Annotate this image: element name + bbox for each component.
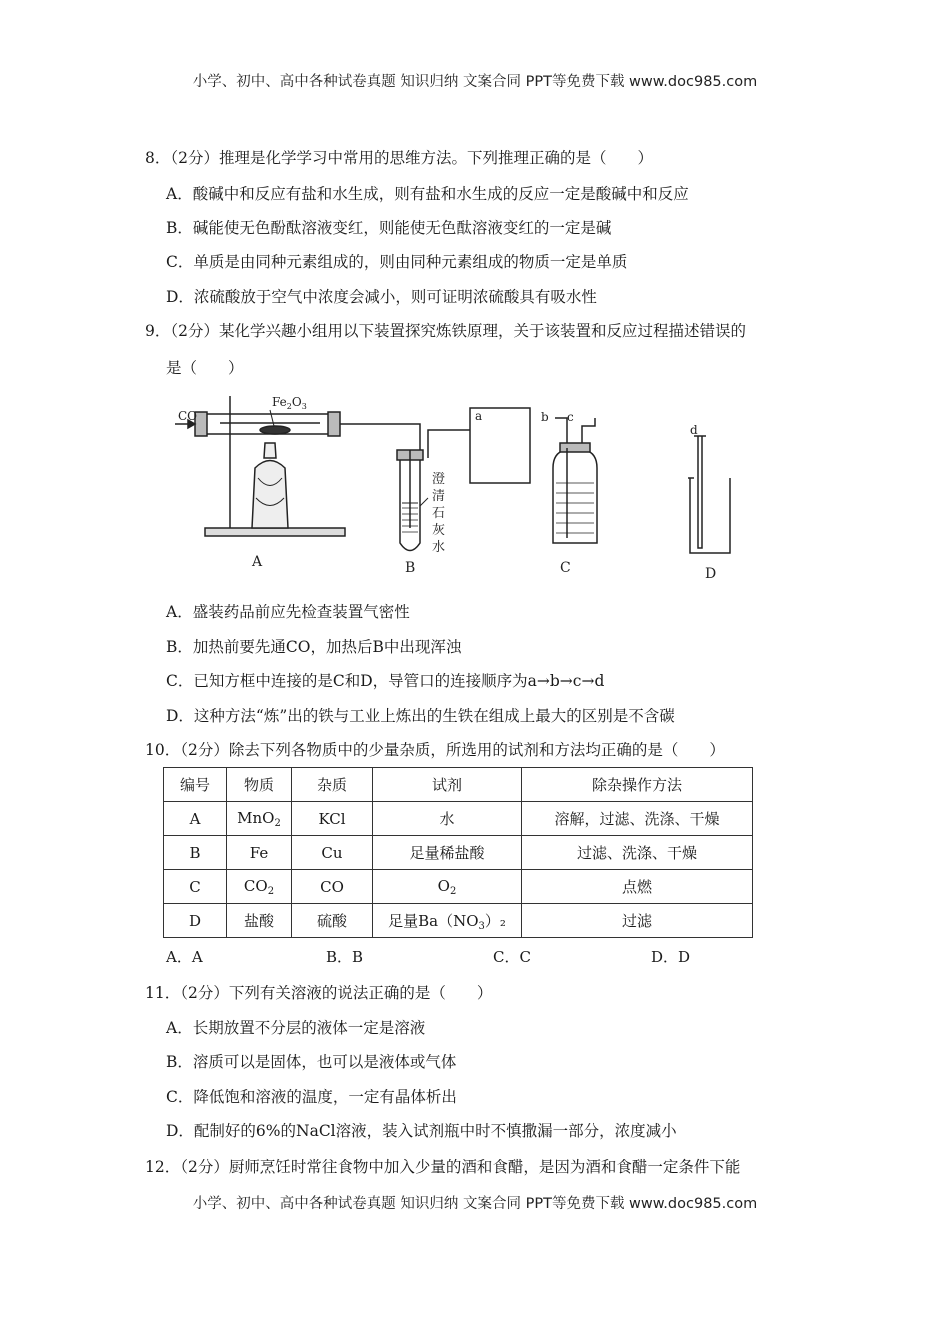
- q8-option-b: B．碱能使无色酚酞溶液变红，则能使无色酞溶液变红的一定是碱: [166, 219, 612, 237]
- table-cell: MnO$_2$: [227, 802, 292, 836]
- label-d: d: [690, 423, 698, 437]
- table-cell: B: [164, 836, 227, 870]
- q11-option-d: D．配制好的6%的NaCl溶液，装入试剂瓶中时不慎撒漏一部分，浓度减小: [166, 1122, 677, 1140]
- table-row: [164, 836, 753, 870]
- table-header: 试剂: [373, 768, 522, 802]
- label-b: b: [541, 410, 549, 424]
- apparatus-a: [175, 396, 345, 536]
- q8-option-c: C．单质是由同种元素组成的，则由同种元素组成的物质一定是单质: [166, 253, 628, 271]
- label-a: a: [475, 409, 483, 423]
- q11-option-a: A．长期放置不分层的液体一定是溶液: [166, 1019, 426, 1037]
- figure-label-c: C: [560, 560, 571, 576]
- table-header: 编号: [164, 768, 227, 802]
- table-cell: $CO_2$: [227, 870, 292, 904]
- lime-water-3: 石: [432, 506, 446, 521]
- figure-label-a: A: [252, 554, 263, 570]
- figure-label-b: B: [405, 560, 416, 576]
- table-cell: 硫酸: [292, 904, 373, 938]
- table-cell: 水: [373, 802, 522, 836]
- apparatus-figure: [170, 388, 770, 583]
- table-cell: D: [164, 904, 227, 938]
- table-cell: 足量稀盐酸: [373, 836, 522, 870]
- label-c: c: [567, 410, 574, 424]
- table-cell: 过滤: [522, 904, 753, 938]
- table-cell: 溶解，过滤、洗涤、干燥: [522, 802, 753, 836]
- q10-answer-a: A．A: [166, 948, 203, 966]
- q11-option-c: C．降低饱和溶液的温度，一定有晶体析出: [166, 1088, 457, 1106]
- table-header: 除杂操作方法: [522, 768, 753, 802]
- figure-label-d: D: [705, 566, 717, 582]
- q10-answer-b: B．B: [326, 948, 364, 966]
- q10-table: [163, 767, 753, 938]
- page-header: 小学、初中、高中各种试卷真题 知识归纳 文案合同 PPT等免费下载 www.doc985.com: [192, 74, 758, 90]
- q9-option-c: C．已知方框中连接的是C和D，导管口的连接顺序为a→b→c→d: [166, 672, 605, 690]
- lime-water-1: 澄: [432, 472, 446, 487]
- table-cell: A: [164, 802, 227, 836]
- q10-stem: 10．（2分）除去下列各物质中的少量杂质，所选用的试剂和方法均正确的是（ ）: [145, 741, 725, 759]
- table-cell: 足量$Ba(NO_3)_2$: [373, 904, 522, 938]
- apparatus-b: [397, 450, 428, 551]
- q10-answer-c: C．C: [493, 948, 531, 966]
- table-row: [164, 904, 753, 938]
- page-footer: 小学、初中、高中各种试卷真题 知识归纳 文案合同 PPT等免费下载 www.doc985.com: [192, 1196, 758, 1212]
- table-header: 杂质: [292, 768, 373, 802]
- table-row: [164, 802, 753, 836]
- q9-stem-line1: 9．（2分）某化学兴趣小组用以下装置探究炼铁原理，关于该装置和反应过程描述错误的: [145, 322, 746, 340]
- table-cell: CO: [292, 870, 373, 904]
- lime-water-5: 水: [432, 540, 446, 555]
- label-co: CO: [178, 409, 198, 423]
- q11-option-b: B．溶质可以是固体，也可以是液体或气体: [166, 1053, 457, 1071]
- table-cell: $O_2$: [373, 870, 522, 904]
- lime-water-4: 灰: [432, 523, 446, 538]
- table-header-row: [164, 768, 753, 802]
- table-header: 物质: [227, 768, 292, 802]
- table-cell: 盐酸: [227, 904, 292, 938]
- table-row: [164, 870, 753, 904]
- q9-option-d: D．这种方法“炼”出的铁与工业上炼出的生铁在组成上最大的区别是不含碳: [166, 707, 675, 725]
- q10-answer-d: D．D: [651, 948, 691, 966]
- q9-option-b: B．加热前要先通CO，加热后B中出现浑浊: [166, 638, 462, 656]
- table-cell: C: [164, 870, 227, 904]
- q8-option-a: A．酸碱中和反应有盐和水生成，则有盐和水生成的反应一定是酸碱中和反应: [166, 185, 689, 203]
- q11-stem: 11．（2分）下列有关溶液的说法正确的是（ ）: [145, 984, 493, 1002]
- q8-stem: 8．（2分）推理是化学学习中常用的思维方法。下列推理正确的是（ ）: [145, 149, 653, 167]
- q9-option-a: A．盛装药品前应先检查装置气密性: [166, 603, 410, 621]
- table-cell: KCl: [292, 802, 373, 836]
- lime-water-2: 清: [432, 489, 446, 504]
- table-cell: Fe: [227, 836, 292, 870]
- label-fe2o3: $Fe_2O_3$: [272, 395, 307, 411]
- table-cell: Cu: [292, 836, 373, 870]
- table-cell: 过滤、洗涤、干燥: [522, 836, 753, 870]
- apparatus-c: [553, 418, 597, 543]
- q9-stem-line2: 是（ ）: [166, 359, 244, 377]
- q8-option-d: D．浓硫酸放于空气中浓度会减小，则可证明浓硫酸具有吸水性: [166, 288, 597, 306]
- q12-stem: 12．（2分）厨师烹饪时常往食物中加入少量的酒和食醋，是因为酒和食醋一定条件下能: [145, 1158, 741, 1176]
- table-cell: 点燃: [522, 870, 753, 904]
- apparatus-d: [688, 436, 730, 553]
